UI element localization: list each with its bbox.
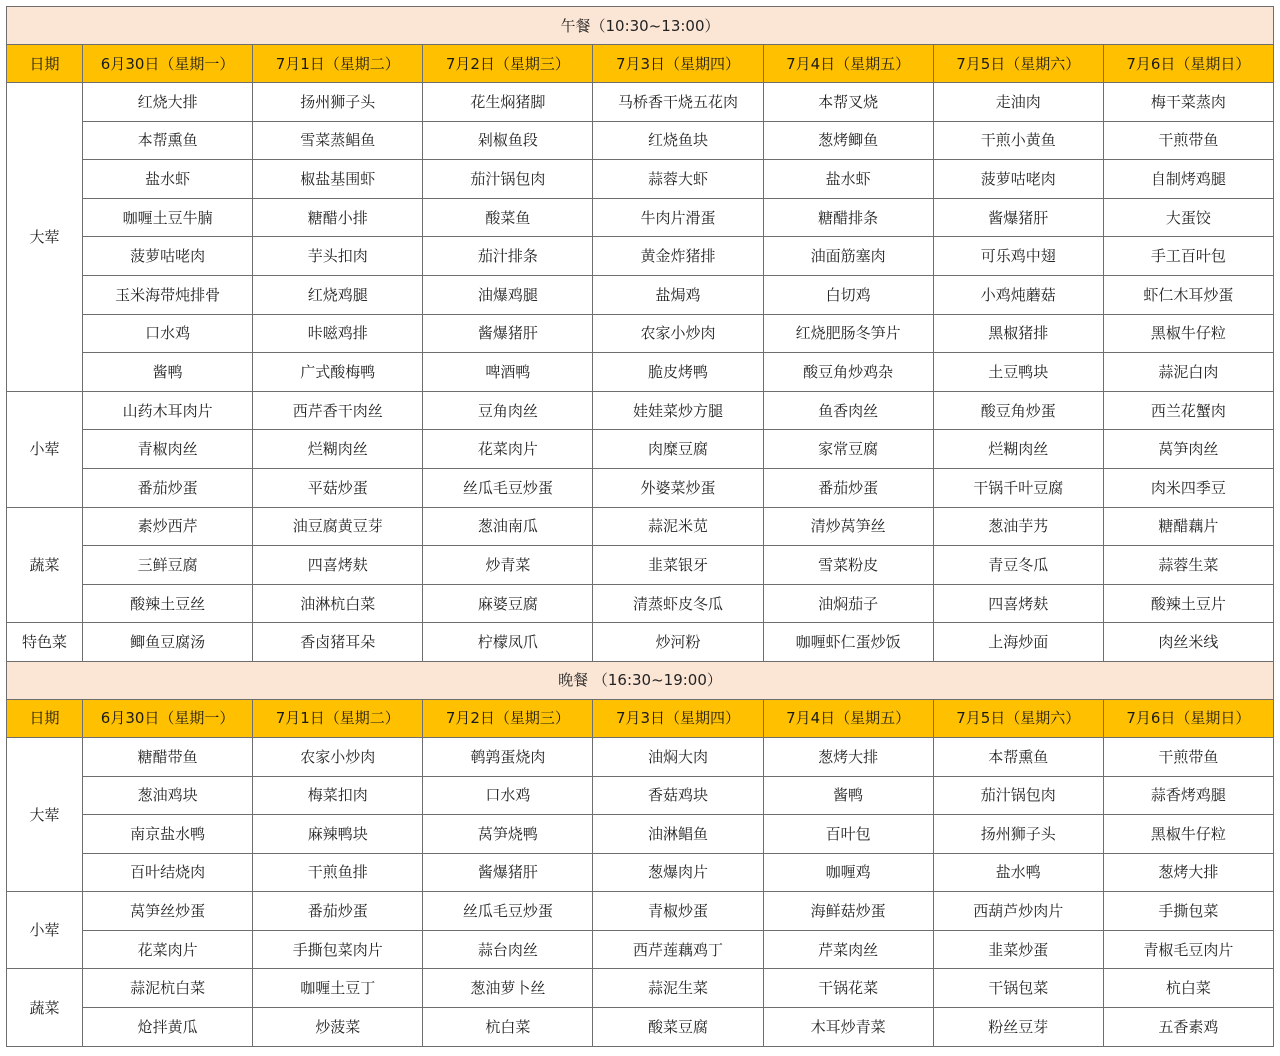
dish-cell: 梅菜扣肉	[253, 776, 423, 815]
dish-cell: 炒河粉	[593, 623, 763, 662]
date-column-header: 7月5日（星期六）	[933, 699, 1103, 737]
dish-cell: 油豆腐黄豆芽	[253, 507, 423, 546]
dish-cell: 茄汁排条	[423, 237, 593, 276]
dish-row	[7, 430, 1274, 469]
dish-cell: 葱油南瓜	[423, 507, 593, 546]
dish-cell: 花菜肉片	[83, 930, 253, 969]
dish-cell: 马桥香干烧五花肉	[593, 83, 763, 122]
dish-cell: 糖醋小排	[253, 198, 423, 237]
dish-cell: 扬州狮子头	[933, 815, 1103, 854]
dish-row	[7, 546, 1274, 585]
dish-cell: 花生焖猪脚	[423, 83, 593, 122]
dish-cell: 青豆冬瓜	[933, 546, 1103, 585]
dish-cell: 山药木耳肉片	[83, 391, 253, 430]
dish-cell: 本帮熏鱼	[83, 121, 253, 160]
date-header-row	[7, 699, 1274, 737]
dish-cell: 油淋杭白菜	[253, 584, 423, 623]
dish-cell: 烂糊肉丝	[933, 430, 1103, 469]
dish-cell: 娃娃菜炒方腿	[593, 391, 763, 430]
dish-cell: 鲫鱼豆腐汤	[83, 623, 253, 662]
dish-cell: 蒜泥白肉	[1103, 353, 1273, 392]
dish-cell: 炒青菜	[423, 546, 593, 585]
dish-cell: 啤酒鸭	[423, 353, 593, 392]
dish-row	[7, 969, 1274, 1008]
dish-cell: 丝瓜毛豆炒蛋	[423, 468, 593, 507]
dish-cell: 西芹香干肉丝	[253, 391, 423, 430]
dish-cell: 酸菜鱼	[423, 198, 593, 237]
dish-cell: 炒菠菜	[253, 1008, 423, 1047]
dish-cell: 盐水鸭	[933, 853, 1103, 892]
dish-row	[7, 853, 1274, 892]
dish-cell: 酱鸭	[83, 353, 253, 392]
dish-cell: 烂糊肉丝	[253, 430, 423, 469]
dish-cell: 干锅包菜	[933, 969, 1103, 1008]
dish-cell: 西芹莲藕鸡丁	[593, 930, 763, 969]
meal-title: 午餐（10:30~13:00）	[7, 7, 1274, 45]
dish-cell: 脆皮烤鸭	[593, 353, 763, 392]
dish-cell: 外婆菜炒蛋	[593, 468, 763, 507]
dish-row	[7, 198, 1274, 237]
dish-cell: 玉米海带炖排骨	[83, 275, 253, 314]
date-column-header: 7月1日（星期二）	[253, 45, 423, 83]
dish-cell: 木耳炒青菜	[763, 1008, 933, 1047]
dish-cell: 豆角肉丝	[423, 391, 593, 430]
dish-cell: 糖醋藕片	[1103, 507, 1273, 546]
dish-cell: 青椒炒蛋	[593, 892, 763, 931]
dish-cell: 油焖大肉	[593, 737, 763, 776]
dish-cell: 虾仁木耳炒蛋	[1103, 275, 1273, 314]
dish-cell: 四喜烤麸	[933, 584, 1103, 623]
dish-cell: 海鲜菇炒蛋	[763, 892, 933, 931]
dish-cell: 青椒毛豆肉片	[1103, 930, 1273, 969]
dish-cell: 干锅千叶豆腐	[933, 468, 1103, 507]
dish-cell: 咖喱鸡	[763, 853, 933, 892]
dish-row	[7, 930, 1274, 969]
dish-cell: 盐水虾	[83, 160, 253, 199]
dish-cell: 盐水虾	[763, 160, 933, 199]
dish-row	[7, 314, 1274, 353]
dish-cell: 糖醋带鱼	[83, 737, 253, 776]
dish-cell: 酸豆角炒鸡杂	[763, 353, 933, 392]
dish-cell: 杭白菜	[1103, 969, 1273, 1008]
dish-cell: 干煎鱼排	[253, 853, 423, 892]
dish-cell: 番茄炒蛋	[253, 892, 423, 931]
dish-cell: 素炒西芹	[83, 507, 253, 546]
dish-cell: 干煎带鱼	[1103, 737, 1273, 776]
dish-cell: 麻辣鸭块	[253, 815, 423, 854]
category-label: 大荤	[7, 83, 83, 392]
dish-cell: 芹菜肉丝	[763, 930, 933, 969]
dish-row	[7, 584, 1274, 623]
dish-cell: 咔嗞鸡排	[253, 314, 423, 353]
dish-cell: 肉米四季豆	[1103, 468, 1273, 507]
dish-cell: 蒜泥杭白菜	[83, 969, 253, 1008]
dish-cell: 走油肉	[933, 83, 1103, 122]
dish-cell: 三鲜豆腐	[83, 546, 253, 585]
dish-cell: 油面筋塞肉	[763, 237, 933, 276]
category-label: 小荤	[7, 391, 83, 507]
date-column-header: 6月30日（星期一）	[83, 699, 253, 737]
dish-cell: 蒜蓉生菜	[1103, 546, 1273, 585]
dish-cell: 香卤猪耳朵	[253, 623, 423, 662]
dish-cell: 家常豆腐	[763, 430, 933, 469]
dish-row	[7, 237, 1274, 276]
dish-cell: 蒜泥米苋	[593, 507, 763, 546]
date-column-header: 7月3日（星期四）	[593, 699, 763, 737]
dish-cell: 酱鸭	[763, 776, 933, 815]
meal-title-row	[7, 661, 1274, 699]
dish-cell: 黑椒牛仔粒	[1103, 314, 1273, 353]
dish-cell: 油焖茄子	[763, 584, 933, 623]
date-column-header: 7月6日（星期日）	[1103, 699, 1273, 737]
date-label-header: 日期	[7, 45, 83, 83]
dish-cell: 丝瓜毛豆炒蛋	[423, 892, 593, 931]
meal-title-row	[7, 7, 1274, 45]
dish-cell: 菠萝咕咾肉	[83, 237, 253, 276]
dish-cell: 茄汁锅包肉	[423, 160, 593, 199]
dish-cell: 葱烤大排	[1103, 853, 1273, 892]
dish-row	[7, 275, 1274, 314]
dish-cell: 杭白菜	[423, 1008, 593, 1047]
dish-cell: 干锅花菜	[763, 969, 933, 1008]
dish-cell: 黑椒猪排	[933, 314, 1103, 353]
dish-cell: 西兰花蟹肉	[1103, 391, 1273, 430]
dish-cell: 酸菜豆腐	[593, 1008, 763, 1047]
dish-cell: 葱烤鲫鱼	[763, 121, 933, 160]
dish-cell: 清炒莴笋丝	[763, 507, 933, 546]
dish-cell: 雪菜粉皮	[763, 546, 933, 585]
dish-cell: 干煎带鱼	[1103, 121, 1273, 160]
dish-cell: 咖喱土豆牛腩	[83, 198, 253, 237]
dish-row	[7, 391, 1274, 430]
dish-cell: 韭菜炒蛋	[933, 930, 1103, 969]
dish-cell: 咖喱土豆丁	[253, 969, 423, 1008]
dish-row	[7, 892, 1274, 931]
dish-cell: 黑椒牛仔粒	[1103, 815, 1273, 854]
dish-cell: 清蒸虾皮冬瓜	[593, 584, 763, 623]
dish-cell: 莴笋肉丝	[1103, 430, 1273, 469]
dish-cell: 肉丝米线	[1103, 623, 1273, 662]
dish-cell: 农家小炒肉	[253, 737, 423, 776]
dish-cell: 蒜台肉丝	[423, 930, 593, 969]
dish-cell: 广式酸梅鸭	[253, 353, 423, 392]
dish-cell: 四喜烤麸	[253, 546, 423, 585]
dish-cell: 土豆鸭块	[933, 353, 1103, 392]
dish-cell: 芋头扣肉	[253, 237, 423, 276]
category-label: 大荤	[7, 737, 83, 891]
category-label: 小荤	[7, 892, 83, 969]
dish-cell: 蒜泥生菜	[593, 969, 763, 1008]
dish-cell: 剁椒鱼段	[423, 121, 593, 160]
dish-cell: 五香素鸡	[1103, 1008, 1273, 1047]
dish-cell: 红烧大排	[83, 83, 253, 122]
dish-cell: 酱爆猪肝	[933, 198, 1103, 237]
dish-cell: 盐焗鸡	[593, 275, 763, 314]
dish-row	[7, 623, 1274, 662]
dish-cell: 黄金炸猪排	[593, 237, 763, 276]
date-column-header: 7月3日（星期四）	[593, 45, 763, 83]
dish-cell: 小鸡炖蘑菇	[933, 275, 1103, 314]
dish-cell: 葱油芋艿	[933, 507, 1103, 546]
dish-cell: 韭菜银牙	[593, 546, 763, 585]
date-column-header: 6月30日（星期一）	[83, 45, 253, 83]
dish-cell: 西葫芦炒肉片	[933, 892, 1103, 931]
date-column-header: 7月2日（星期三）	[423, 45, 593, 83]
dish-cell: 南京盐水鸭	[83, 815, 253, 854]
date-column-header: 7月4日（星期五）	[763, 45, 933, 83]
dish-row	[7, 1008, 1274, 1047]
date-column-header: 7月4日（星期五）	[763, 699, 933, 737]
dish-cell: 莴笋烧鸭	[423, 815, 593, 854]
dish-row	[7, 468, 1274, 507]
menu-table	[6, 6, 1274, 1047]
dish-cell: 上海炒面	[933, 623, 1103, 662]
dish-cell: 白切鸡	[763, 275, 933, 314]
dish-cell: 酸辣土豆片	[1103, 584, 1273, 623]
date-column-header: 7月5日（星期六）	[933, 45, 1103, 83]
dish-cell: 红烧鸡腿	[253, 275, 423, 314]
category-label: 特色菜	[7, 623, 83, 662]
dish-cell: 手工百叶包	[1103, 237, 1273, 276]
dish-cell: 蒜香烤鸡腿	[1103, 776, 1273, 815]
dish-cell: 糖醋排条	[763, 198, 933, 237]
date-column-header: 7月6日（星期日）	[1103, 45, 1273, 83]
dish-cell: 葱油鸡块	[83, 776, 253, 815]
dish-cell: 番茄炒蛋	[763, 468, 933, 507]
date-header-row	[7, 45, 1274, 83]
dish-cell: 扬州狮子头	[253, 83, 423, 122]
dish-cell: 油爆鸡腿	[423, 275, 593, 314]
dish-cell: 花菜肉片	[423, 430, 593, 469]
dish-row	[7, 353, 1274, 392]
dish-cell: 红烧肥肠冬笋片	[763, 314, 933, 353]
dish-cell: 雪菜蒸鲳鱼	[253, 121, 423, 160]
dish-cell: 干煎小黄鱼	[933, 121, 1103, 160]
dish-cell: 手撕包菜	[1103, 892, 1273, 931]
dish-cell: 大蛋饺	[1103, 198, 1273, 237]
dish-cell: 本帮熏鱼	[933, 737, 1103, 776]
dish-cell: 农家小炒肉	[593, 314, 763, 353]
dish-cell: 番茄炒蛋	[83, 468, 253, 507]
dish-cell: 牛肉片滑蛋	[593, 198, 763, 237]
dish-cell: 自制烤鸡腿	[1103, 160, 1273, 199]
dish-cell: 莴笋丝炒蛋	[83, 892, 253, 931]
dish-cell: 茄汁锅包肉	[933, 776, 1103, 815]
dish-cell: 本帮叉烧	[763, 83, 933, 122]
date-column-header: 7月2日（星期三）	[423, 699, 593, 737]
category-label: 蔬菜	[7, 507, 83, 623]
dish-cell: 肉糜豆腐	[593, 430, 763, 469]
dish-cell: 口水鸡	[423, 776, 593, 815]
dish-row	[7, 160, 1274, 199]
dish-cell: 油淋鲳鱼	[593, 815, 763, 854]
meal-title: 晚餐 （16:30~19:00）	[7, 661, 1274, 699]
dish-cell: 酸豆角炒蛋	[933, 391, 1103, 430]
dish-cell: 平菇炒蛋	[253, 468, 423, 507]
dish-cell: 百叶包	[763, 815, 933, 854]
dish-cell: 鱼香肉丝	[763, 391, 933, 430]
dish-cell: 香菇鸡块	[593, 776, 763, 815]
dish-cell: 葱烤大排	[763, 737, 933, 776]
dish-row	[7, 507, 1274, 546]
dish-cell: 红烧鱼块	[593, 121, 763, 160]
dish-cell: 麻婆豆腐	[423, 584, 593, 623]
dish-cell: 青椒肉丝	[83, 430, 253, 469]
dish-cell: 百叶结烧肉	[83, 853, 253, 892]
dish-cell: 酸辣土豆丝	[83, 584, 253, 623]
dish-cell: 葱爆肉片	[593, 853, 763, 892]
dish-cell: 粉丝豆芽	[933, 1008, 1103, 1047]
dish-cell: 椒盐基围虾	[253, 160, 423, 199]
dish-cell: 菠萝咕咾肉	[933, 160, 1103, 199]
dish-cell: 柠檬凤爪	[423, 623, 593, 662]
dish-row	[7, 121, 1274, 160]
dish-cell: 炝拌黄瓜	[83, 1008, 253, 1047]
dish-row	[7, 776, 1274, 815]
date-label-header: 日期	[7, 699, 83, 737]
dish-cell: 可乐鸡中翅	[933, 237, 1103, 276]
dish-row	[7, 815, 1274, 854]
dish-cell: 口水鸡	[83, 314, 253, 353]
dish-cell: 酱爆猪肝	[423, 853, 593, 892]
dish-cell: 酱爆猪肝	[423, 314, 593, 353]
dish-cell: 鹌鹑蛋烧肉	[423, 737, 593, 776]
dish-cell: 咖喱虾仁蛋炒饭	[763, 623, 933, 662]
dish-cell: 梅干菜蒸肉	[1103, 83, 1273, 122]
dish-cell: 葱油萝卜丝	[423, 969, 593, 1008]
date-column-header: 7月1日（星期二）	[253, 699, 423, 737]
dish-cell: 手撕包菜肉片	[253, 930, 423, 969]
dish-row	[7, 737, 1274, 776]
dish-row	[7, 83, 1274, 122]
category-label: 蔬菜	[7, 969, 83, 1046]
dish-cell: 蒜蓉大虾	[593, 160, 763, 199]
